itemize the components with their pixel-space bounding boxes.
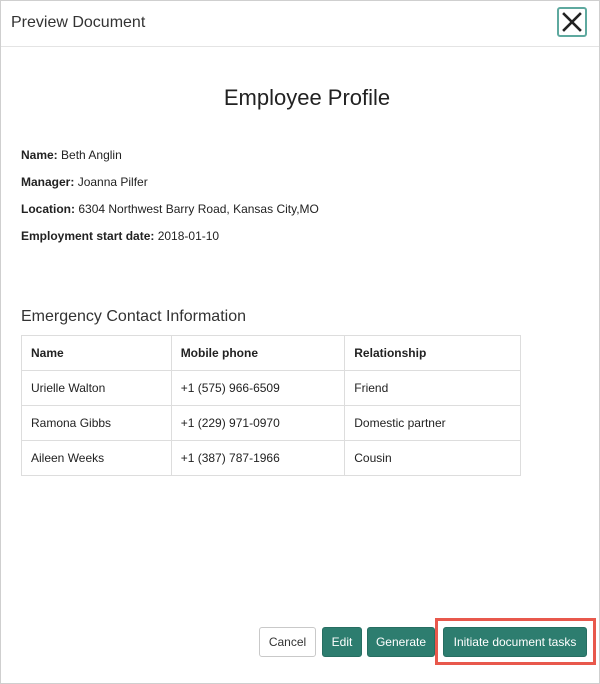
field-name-label: Name: [21, 148, 58, 162]
close-button[interactable] [557, 7, 587, 37]
modal-header [1, 1, 599, 47]
generate-button[interactable]: Generate [367, 627, 435, 657]
contact-phone: +1 (575) 966-6509 [171, 371, 345, 406]
column-header-name: Name [22, 336, 172, 371]
field-start-date-label: Employment start date: [21, 229, 155, 243]
close-icon [562, 12, 582, 32]
emergency-contact-table [21, 335, 521, 476]
column-header-relationship: Relationship [345, 336, 521, 371]
table-row [22, 371, 521, 406]
table-row [22, 406, 521, 441]
modal-title: Preview Document [11, 14, 146, 31]
field-start-date [21, 229, 219, 243]
contact-name: Ramona Gibbs [22, 406, 172, 441]
field-manager-label: Manager: [21, 175, 75, 189]
field-manager-value: Joanna Pilfer [77, 175, 148, 189]
field-name [21, 148, 122, 162]
field-manager [21, 175, 148, 189]
table-row [22, 441, 521, 476]
field-location [21, 202, 319, 216]
cancel-button[interactable]: Cancel [259, 627, 316, 657]
contact-relationship: Friend [345, 371, 521, 406]
edit-button[interactable]: Edit [322, 627, 362, 657]
contact-relationship: Cousin [345, 441, 521, 476]
contact-name: Urielle Walton [22, 371, 172, 406]
contact-name: Aileen Weeks [22, 441, 172, 476]
emergency-contact-title: Emergency Contact Information [21, 308, 246, 325]
contact-relationship: Domestic partner [345, 406, 521, 441]
initiate-document-tasks-button[interactable]: Initiate document tasks [443, 627, 587, 657]
field-location-label: Location: [21, 202, 75, 216]
field-location-value: 6304 Northwest Barry Road, Kansas City,MO [78, 202, 319, 216]
column-header-mobile-phone: Mobile phone [171, 336, 345, 371]
document-title: Employee Profile [223, 85, 391, 110]
field-name-value: Beth Anglin [61, 148, 122, 162]
field-start-date-value: 2018-01-10 [157, 229, 220, 243]
contact-phone: +1 (229) 971-0970 [171, 406, 345, 441]
contact-phone: +1 (387) 787-1966 [171, 441, 345, 476]
table-header-row [22, 336, 521, 371]
